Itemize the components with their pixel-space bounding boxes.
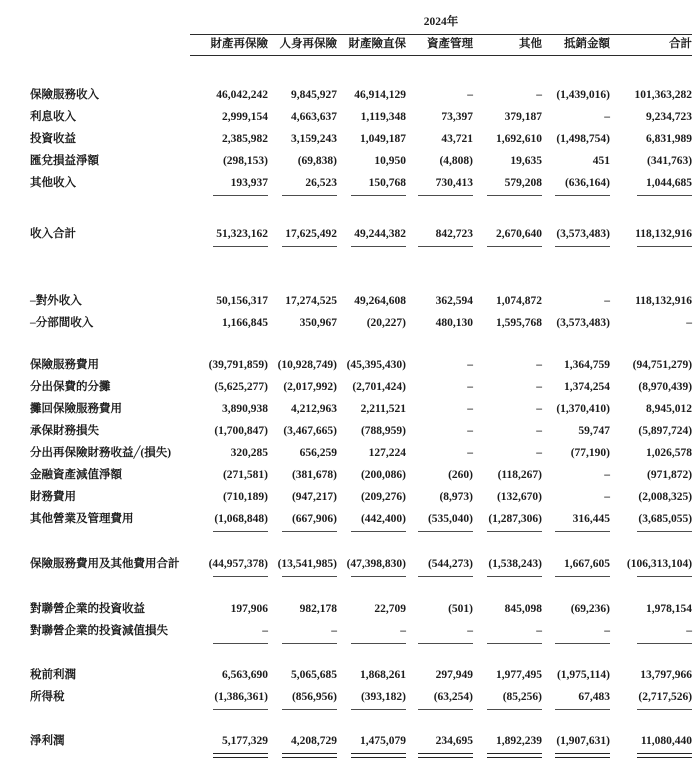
year-header: 2024年 <box>190 8 692 34</box>
table-row <box>30 353 692 375</box>
cell: (8,973) <box>439 490 473 503</box>
underline <box>555 643 610 644</box>
cell: – <box>686 624 693 637</box>
underline <box>282 246 337 247</box>
row-label: 其他營業及管理費用 <box>30 512 134 525</box>
column-header: 合計 <box>610 34 692 55</box>
cell: (1,370,410) <box>556 402 610 415</box>
table-row <box>30 685 692 707</box>
cell: 379,187 <box>504 110 542 123</box>
cell: (393,182) <box>360 690 406 703</box>
underline <box>487 531 542 532</box>
cell: (3,685,055) <box>638 512 693 525</box>
underline <box>418 246 473 247</box>
table-row <box>30 485 692 507</box>
underline <box>418 643 473 644</box>
cell: (69,236) <box>570 602 610 615</box>
rule-row <box>30 193 692 204</box>
cell: 1,978,154 <box>646 602 693 615</box>
cell: – <box>604 294 610 307</box>
cell: (2,701,424) <box>352 380 406 393</box>
cell: – <box>686 316 693 329</box>
cell: (10,928,749) <box>277 358 337 371</box>
cell: 1,595,768 <box>496 316 542 329</box>
underline <box>351 531 406 532</box>
column-header-row <box>30 34 692 55</box>
table-row <box>30 289 692 311</box>
cell: 101,363,282 <box>634 88 693 101</box>
cell: 6,831,989 <box>646 132 693 145</box>
underline <box>213 709 268 710</box>
cell: (209,276) <box>360 490 406 503</box>
spacer-row <box>30 718 692 729</box>
column-header: 資產管理 <box>406 34 473 55</box>
cell: 982,178 <box>299 602 337 615</box>
cell: 22,709 <box>374 602 406 615</box>
cell: 5,177,329 <box>222 734 268 747</box>
underline <box>418 195 473 196</box>
underline <box>213 195 268 196</box>
cell: 579,208 <box>504 176 542 189</box>
underline <box>637 531 692 532</box>
underline <box>555 709 610 710</box>
cell: – <box>536 88 542 101</box>
cell: (5,625,277) <box>214 380 268 393</box>
cell: (298,153) <box>222 154 268 167</box>
cell: 59,747 <box>578 424 610 437</box>
cell: 845,098 <box>504 602 542 615</box>
row-label: 保險服務費用及其他費用合計 <box>30 557 180 570</box>
cell: 43,721 <box>441 132 473 145</box>
row-label: 所得稅 <box>30 690 65 703</box>
cell: 127,224 <box>368 446 406 459</box>
cell: 5,065,685 <box>291 668 337 681</box>
underline <box>351 643 406 644</box>
cell: (2,017,992) <box>283 380 337 393</box>
cell: (3,467,665) <box>283 424 337 437</box>
cell: (341,763) <box>647 154 693 167</box>
table-row <box>30 441 692 463</box>
table-row <box>30 552 692 574</box>
table-row <box>30 507 692 529</box>
cell: 350,967 <box>299 316 337 329</box>
cell: 50,156,317 <box>216 294 268 307</box>
spacer-row <box>30 540 692 552</box>
cell: – <box>536 446 542 459</box>
cell: (271,581) <box>222 468 268 481</box>
cell: – <box>467 424 473 437</box>
cell: 46,914,129 <box>354 88 406 101</box>
cell: (2,717,526) <box>638 690 693 703</box>
cell: 19,635 <box>510 154 542 167</box>
cell: 118,132,916 <box>635 227 693 240</box>
cell: (971,872) <box>647 468 693 481</box>
column-header: 其他 <box>473 34 542 55</box>
cell: (442,400) <box>360 512 406 525</box>
underline <box>487 195 542 196</box>
cell: (710,189) <box>222 490 268 503</box>
underline <box>555 576 610 577</box>
cell: 1,667,605 <box>564 557 610 570</box>
table-row <box>30 619 692 641</box>
cell: (636,164) <box>564 176 610 189</box>
cell: – <box>536 358 542 371</box>
cell: – <box>467 402 473 415</box>
underline <box>282 195 337 196</box>
spacer-row <box>30 255 692 289</box>
row-label: 分出保費的分攤 <box>30 380 111 393</box>
cell: 730,413 <box>435 176 473 189</box>
cell: 118,132,916 <box>635 294 693 307</box>
row-label: 保險服務收入 <box>30 88 99 101</box>
underline <box>213 531 268 532</box>
underline <box>351 576 406 577</box>
cell: (132,670) <box>496 490 542 503</box>
cell: – <box>331 624 337 637</box>
table-row <box>30 419 692 441</box>
cell: (1,386,361) <box>214 690 268 703</box>
spacer-row <box>30 204 692 222</box>
cell: (381,678) <box>291 468 337 481</box>
cell: (3,573,483) <box>556 227 610 240</box>
cell: (1,907,631) <box>556 734 610 747</box>
rule-row <box>30 707 692 718</box>
column-header: 人身再保險 <box>268 34 337 55</box>
cell: (1,439,016) <box>556 88 610 101</box>
row-label: 財務費用 <box>30 490 76 503</box>
double-rule-row <box>30 751 692 762</box>
cell: – <box>604 468 610 481</box>
cell: 197,906 <box>230 602 268 615</box>
cell: 1,166,845 <box>222 316 268 329</box>
row-label: 匯兌損益淨額 <box>30 154 99 167</box>
cell: 6,563,690 <box>222 668 268 681</box>
table-row <box>30 149 692 171</box>
rule-row <box>30 641 692 652</box>
cell: (1,538,243) <box>488 557 542 570</box>
cell: (788,959) <box>360 424 406 437</box>
row-label: 利息收入 <box>30 110 76 123</box>
cell: – <box>536 424 542 437</box>
cell: 26,523 <box>305 176 337 189</box>
cell: 4,208,729 <box>291 734 337 747</box>
cell: 842,723 <box>435 227 473 240</box>
underline <box>213 246 268 247</box>
double-underline <box>351 753 406 758</box>
cell: (44,957,378) <box>208 557 268 570</box>
underline <box>555 531 610 532</box>
row-label: –分部間收入 <box>30 316 94 329</box>
cell: 1,026,578 <box>646 446 693 459</box>
cell: 362,594 <box>435 294 473 307</box>
underline <box>637 643 692 644</box>
spacer-row <box>30 652 692 663</box>
cell: 1,119,348 <box>360 110 406 123</box>
cell: (535,040) <box>427 512 473 525</box>
cell: – <box>604 110 610 123</box>
row-label: –對外收入 <box>30 294 82 307</box>
cell: 234,695 <box>435 734 473 747</box>
cell: (1,975,114) <box>556 668 610 681</box>
cell: – <box>262 624 268 637</box>
column-header: 抵銷金額 <box>542 34 610 55</box>
cell: (45,395,430) <box>346 358 406 371</box>
row-label: 分出再保險財務收益╱(損失) <box>30 446 172 459</box>
underline <box>487 643 542 644</box>
row-label: 承保財務損失 <box>30 424 99 437</box>
double-underline <box>555 753 610 758</box>
rule-row <box>30 529 692 540</box>
cell: 46,042,242 <box>216 88 268 101</box>
row-label: 對聯營企業的投資減值損失 <box>30 624 168 637</box>
cell: 2,999,154 <box>222 110 268 123</box>
double-underline <box>637 753 692 758</box>
year-header-row <box>30 8 692 34</box>
cell: 4,663,637 <box>291 110 337 123</box>
double-underline <box>418 753 473 758</box>
underline <box>487 246 542 247</box>
cell: 1,364,759 <box>564 358 610 371</box>
cell: 49,244,382 <box>354 227 406 240</box>
cell: 656,259 <box>299 446 337 459</box>
table-row <box>30 375 692 397</box>
cell: (200,086) <box>360 468 406 481</box>
cell: 316,445 <box>572 512 610 525</box>
table-row <box>30 83 692 105</box>
row-label: 金融資產減值淨額 <box>30 468 122 481</box>
cell: – <box>536 624 542 637</box>
underline <box>418 531 473 532</box>
cell: 17,625,492 <box>285 227 337 240</box>
underline <box>555 246 610 247</box>
underline <box>351 246 406 247</box>
spacer-row <box>30 55 692 83</box>
cell: 193,937 <box>230 176 268 189</box>
underline <box>282 643 337 644</box>
underline <box>282 709 337 710</box>
cell: (856,956) <box>291 690 337 703</box>
underline <box>555 195 610 196</box>
cell: (106,313,104) <box>626 557 693 570</box>
underline <box>282 576 337 577</box>
table-row <box>30 597 692 619</box>
cell: 13,797,966 <box>640 668 693 681</box>
underline <box>487 709 542 710</box>
cell: (4,808) <box>439 154 473 167</box>
underline <box>637 709 692 710</box>
cell: 1,977,495 <box>496 668 542 681</box>
cell: (94,751,279) <box>632 358 693 371</box>
cell: (20,227) <box>366 316 406 329</box>
cell: 51,323,162 <box>216 227 268 240</box>
cell: 49,264,608 <box>354 294 406 307</box>
cell: (77,190) <box>570 446 610 459</box>
cell: (47,398,830) <box>346 557 406 570</box>
cell: (501) <box>448 602 473 615</box>
cell: 1,692,610 <box>496 132 542 145</box>
cell: 17,274,525 <box>285 294 337 307</box>
underline <box>282 531 337 532</box>
column-header: 財產再保險 <box>190 34 268 55</box>
cell: 9,234,723 <box>646 110 693 123</box>
row-label: 攤回保險服務費用 <box>30 402 122 415</box>
cell: (2,008,325) <box>638 490 693 503</box>
cell: (118,267) <box>497 468 542 481</box>
underline <box>487 576 542 577</box>
spacer <box>30 8 190 34</box>
cell: 4,212,963 <box>291 402 337 415</box>
cell: (1,700,847) <box>214 424 268 437</box>
underline <box>637 576 692 577</box>
cell: – <box>604 490 610 503</box>
table-row <box>30 663 692 685</box>
table-row <box>30 463 692 485</box>
spacer-row <box>30 333 692 353</box>
table-row <box>30 311 692 333</box>
cell: 67,483 <box>578 690 610 703</box>
cell: – <box>536 380 542 393</box>
underline <box>213 643 268 644</box>
cell: (39,791,859) <box>208 358 268 371</box>
cell: 10,950 <box>374 154 406 167</box>
underline <box>418 709 473 710</box>
row-label: 保險服務費用 <box>30 358 99 371</box>
row-label: 稅前利潤 <box>30 668 76 681</box>
cell: 3,159,243 <box>291 132 337 145</box>
cell: 1,892,239 <box>496 734 542 747</box>
double-underline <box>213 753 268 758</box>
cell: (1,287,306) <box>488 512 542 525</box>
cell: 3,890,938 <box>222 402 268 415</box>
cell: 1,868,261 <box>360 668 406 681</box>
row-label: 投資收益 <box>30 132 76 145</box>
row-label: 淨利潤 <box>30 734 65 747</box>
cell: (1,068,848) <box>214 512 268 525</box>
cell: (260) <box>448 468 473 481</box>
rule-row <box>30 574 692 585</box>
spacer-row <box>30 585 692 597</box>
double-underline <box>487 753 542 758</box>
column-header: 財產險直保 <box>337 34 406 55</box>
cell: (667,906) <box>291 512 337 525</box>
cell: 1,374,254 <box>564 380 610 393</box>
table-row <box>30 105 692 127</box>
cell: 1,044,685 <box>646 176 693 189</box>
underline <box>351 709 406 710</box>
rule-row <box>30 244 692 255</box>
table-row <box>30 127 692 149</box>
table-row <box>30 171 692 193</box>
double-underline <box>282 753 337 758</box>
cell: 11,080,440 <box>640 734 693 747</box>
underline <box>418 576 473 577</box>
cell: (85,256) <box>502 690 542 703</box>
cell: 2,211,521 <box>360 402 406 415</box>
cell: (5,897,724) <box>638 424 693 437</box>
cell: – <box>467 446 473 459</box>
underline <box>351 195 406 196</box>
cell: 8,945,012 <box>646 402 693 415</box>
spacer <box>30 34 190 55</box>
cell: – <box>604 624 610 637</box>
cell: – <box>467 358 473 371</box>
underline <box>637 195 692 196</box>
cell: 1,475,079 <box>360 734 406 747</box>
cell: 9,845,927 <box>291 88 337 101</box>
cell: 1,074,872 <box>496 294 542 307</box>
cell: (1,498,754) <box>556 132 610 145</box>
cell: (947,217) <box>291 490 337 503</box>
row-label: 對聯營企業的投資收益 <box>30 602 145 615</box>
row-label: 其他收入 <box>30 176 76 189</box>
cell: (544,273) <box>427 557 473 570</box>
cell: (3,573,483) <box>556 316 610 329</box>
cell: (13,541,985) <box>277 557 337 570</box>
table-row <box>30 729 692 751</box>
cell: (63,254) <box>433 690 473 703</box>
underline <box>213 576 268 577</box>
underline <box>637 246 692 247</box>
cell: 320,285 <box>230 446 268 459</box>
row-label: 收入合計 <box>30 227 76 240</box>
cell: – <box>536 402 542 415</box>
cell: (8,970,439) <box>638 380 693 393</box>
cell: 451 <box>592 154 610 167</box>
cell: 2,670,640 <box>496 227 542 240</box>
segment-financial-table <box>30 8 692 762</box>
cell: 480,130 <box>435 316 473 329</box>
cell: 1,049,187 <box>360 132 406 145</box>
table-row <box>30 222 692 244</box>
cell: – <box>467 624 473 637</box>
cell: – <box>467 380 473 393</box>
cell: (69,838) <box>297 154 337 167</box>
cell: 150,768 <box>368 176 406 189</box>
cell: 297,949 <box>435 668 473 681</box>
table-row <box>30 397 692 419</box>
cell: – <box>467 88 473 101</box>
cell: 2,385,982 <box>222 132 268 145</box>
cell: 73,397 <box>441 110 473 123</box>
cell: – <box>400 624 406 637</box>
